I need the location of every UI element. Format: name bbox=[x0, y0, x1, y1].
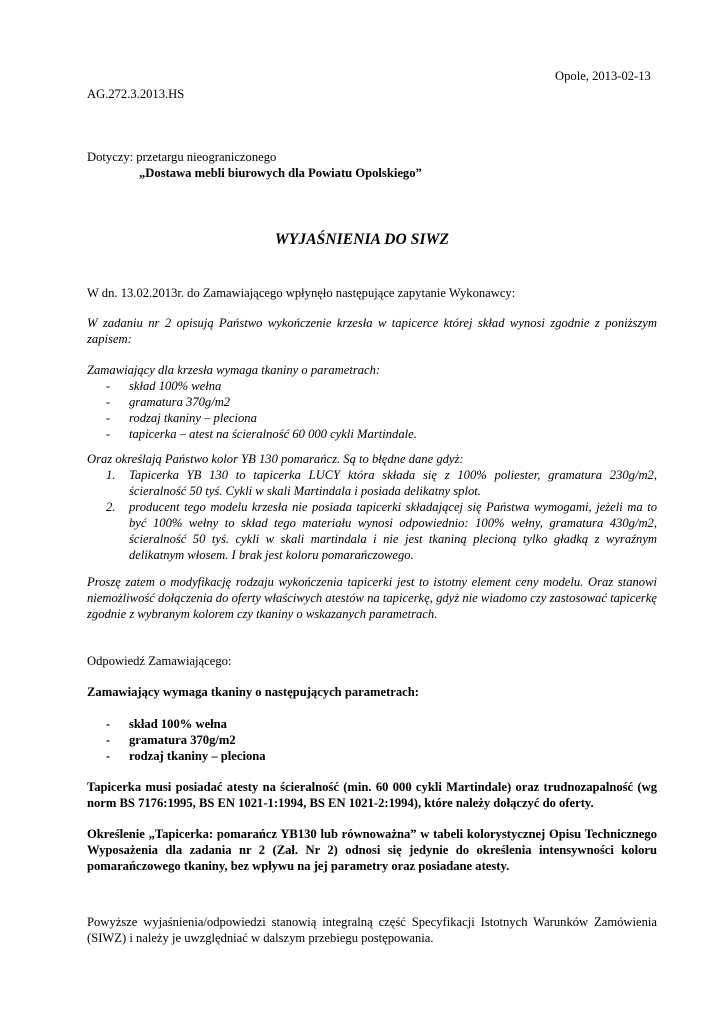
request-paragraph: Proszę zatem o modyfikację rodzaju wykończenia tapicerki jest to istotny element ceny modelu. Oraz stanowi niemożliwość dołączenia do oferty właściwych atestów na tapicerkę, gdyż nie wiadomo czy zastosować tapicerkę zgodnie z wybranym kolorem czy tkaniny o wskazanych parametrach. bbox=[87, 575, 657, 621]
intro-text: W dn. 13.02.2013r. do Zamawiającego wpłynęło następujące zapytanie Wykonawcy: bbox=[87, 286, 516, 300]
answer-atesty-paragraph: Tapicerka musi posiadać atesty na ścieralność (min. 60 000 cykli Martindale) oraz trudnozapalność (wg norm BS 7176:1995, BS EN 1021-1:1994, BS EN 1021-2:1994), które należy dołączyć do oferty. bbox=[87, 780, 657, 810]
subject-name: „Dostawa mebli biurowych dla Powiatu Opolskiego” bbox=[139, 166, 422, 180]
list-item: producent tego modelu krzesła nie posiada tapicerki składającej się Państwa wymogami, jeżeli ma to być 100% wełny to skład tego materiału wynosi odpowiednio: 100% wełny, gramatura 430g/m2, ścieralność 50 tyś. cykli w skali martindala i nie jest tkaniną plecioną tylko gładką z wyraźnym delikatnym włosem. I brak jest koloru pomarańczowego. bbox=[129, 500, 657, 562]
errors-intro: Oraz określają Państwo kolor YB 130 pomarańcz. Są to błędne dane gdyż: bbox=[87, 452, 464, 466]
question-requirements-intro: Zamawiający dla krzesła wymaga tkaniny o parametrach: bbox=[87, 363, 381, 377]
place-date: Opole, 2013-02-13 bbox=[555, 69, 651, 83]
answer-color-paragraph: Określenie „Tapicerka: pomarańcz YB130 lub równoważna” w tabeli kolorystycznej Opisu Technicznego Wyposażenia dla zadania nr 2 (Zał. Nr 2) odnosi się jedynie do określenia intensywności koloru pomarańczowego tkaniny, bez wpływu na jej parametry oraz posiadane atesty. bbox=[87, 827, 657, 873]
list-dash: - bbox=[106, 395, 111, 409]
list-item: rodzaj tkaniny – pleciona bbox=[129, 411, 257, 425]
subject-label: Dotyczy: przetargu nieograniczonego bbox=[87, 150, 277, 164]
list-number: 2. bbox=[106, 500, 116, 514]
answer-requirements-intro: Zamawiający wymaga tkaniny o następujących parametrach: bbox=[87, 685, 419, 699]
reference-number: AG.272.3.2013.HS bbox=[87, 87, 185, 101]
list-item: skład 100% wełna bbox=[129, 717, 227, 731]
question-paragraph: W zadaniu nr 2 opisują Państwo wykończenie krzesła w tapicerce której skład wynosi zgodnie z poniższym zapisem: bbox=[87, 316, 657, 346]
list-item: gramatura 370g/m2 bbox=[129, 733, 236, 747]
list-dash: - bbox=[106, 717, 111, 731]
list-item: rodzaj tkaniny – pleciona bbox=[129, 749, 266, 763]
answer-label: Odpowiedź Zamawiającego: bbox=[87, 654, 232, 668]
list-dash: - bbox=[106, 427, 111, 441]
list-dash: - bbox=[106, 411, 111, 425]
list-item: tapicerka – atest na ścieralność 60 000 cykli Martindale. bbox=[129, 427, 417, 441]
list-dash: - bbox=[106, 379, 111, 393]
page-title: WYJAŚNIENIA DO SIWZ bbox=[274, 231, 450, 248]
list-item: gramatura 370g/m2 bbox=[129, 395, 231, 409]
list-number: 1. bbox=[106, 468, 116, 482]
closing-paragraph: Powyższe wyjaśnienia/odpowiedzi stanowią integralną część Specyfikacji Istotnych Warunków Zamówienia (SIWZ) i należy je uwzględniać w dalszym przebiegu postępowania. bbox=[87, 915, 657, 945]
list-dash: - bbox=[106, 749, 111, 763]
list-item: skład 100% wełna bbox=[129, 379, 222, 393]
list-item: Tapicerka YB 130 to tapicerka LUCY która składa się z 100% poliester, gramatura 230g/m2, ścieralność 50 tyś. Cykli w skali Martindala i posiada delikatny splot. bbox=[129, 468, 657, 498]
list-dash: - bbox=[106, 733, 111, 747]
